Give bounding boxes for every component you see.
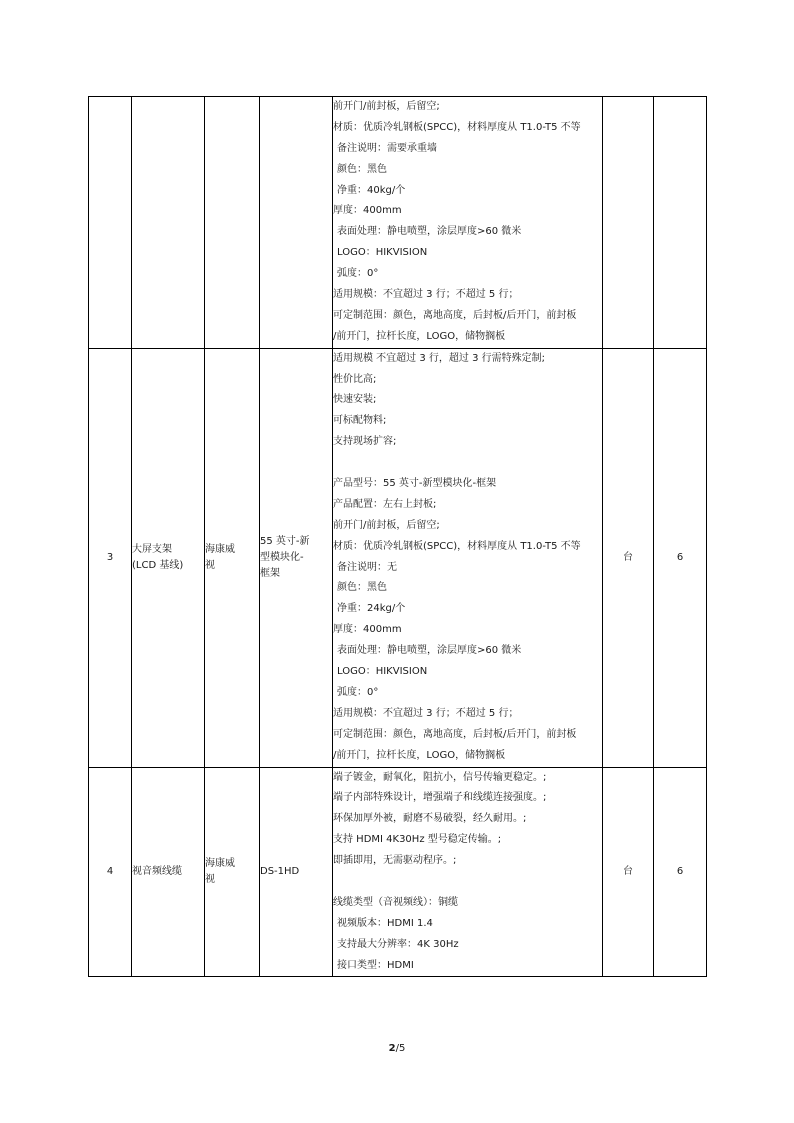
spec-line: 颜色：黑色: [337, 582, 387, 594]
product-spec-table: [88, 96, 707, 977]
item-name-line: (LCD 基线): [132, 559, 184, 571]
unit: 台: [623, 866, 633, 878]
unit-cell: [603, 97, 654, 349]
model-cell: [260, 767, 333, 977]
model-cell: [260, 97, 333, 349]
brand-lines: [205, 856, 259, 888]
spec-line: LOGO：HIKVISION: [337, 666, 428, 678]
quantity: 6: [676, 866, 684, 878]
brand-line: 海康威: [205, 543, 235, 555]
spec-line: 前开门/前封板，后留空;: [333, 101, 440, 112]
spec-line: 弧度：0°: [337, 268, 379, 280]
item-number: 4: [106, 866, 114, 878]
spec-line: /前开门，拉杆长度，LOGO，储物搁板: [333, 749, 506, 761]
item-number: 3: [106, 552, 114, 564]
page-total: 5: [398, 1043, 406, 1054]
spec-cell: [333, 97, 603, 349]
spec-line: 可定制范围：颜色，离地高度，后封板/后开门，前封板: [333, 309, 577, 321]
quantity-cell: [654, 97, 707, 349]
spec-line: 弧度：0°: [337, 686, 379, 698]
brand-line: 海康威: [205, 857, 235, 869]
brand-cell: [205, 767, 260, 977]
model-line: 55 英寸-新: [260, 535, 310, 547]
spec-line: 适用规模 不宜超过 3 行，超过 3 行需特殊定制;: [333, 352, 545, 364]
item-name-line: 视音频线缆: [132, 865, 182, 877]
item-name-lines: [132, 864, 204, 880]
brand-line: 视: [205, 873, 215, 885]
table-row: [89, 767, 707, 977]
brand-cell: [205, 348, 260, 767]
spec-line: 产品型号：55 英寸-新型模块化-框架: [333, 478, 497, 490]
item-name-lines: [132, 542, 204, 574]
unit: 台: [623, 552, 633, 564]
spec-line: [333, 872, 602, 893]
item-name-cell: [132, 348, 205, 767]
spec-line: [333, 453, 602, 474]
spec-line: 环保加厚外被，耐磨不易破裂，经久耐用。;: [333, 813, 527, 825]
spec-line: 备注说明：需要承重墙: [337, 142, 437, 154]
page-current: 2: [388, 1043, 396, 1054]
model-line: 框架: [260, 567, 280, 579]
spec-line: /前开门，拉杆长度，LOGO，储物搁板: [333, 330, 506, 342]
spec-line: 适用规模：不宜超过 3 行；不超过 5 行；: [333, 707, 519, 719]
unit-cell: [603, 348, 654, 767]
table-body: [89, 97, 707, 977]
spec-line: 视频版本：HDMI 1.4: [337, 917, 433, 929]
spec-line: 备注说明：无: [337, 561, 397, 573]
model-lines: [260, 534, 332, 582]
spec-line: 材质：优质冷轧钢板(SPCC)，材料厚度从 T1.0-T5 不等: [333, 540, 581, 552]
spec-line: 产品配置：左右上封板;: [333, 498, 437, 510]
model-lines: [260, 864, 332, 880]
model-cell: [260, 348, 333, 767]
spec-line: 适用规模：不宜超过 3 行；不超过 5 行；: [333, 289, 519, 301]
spec-line: 颜色：黑色: [337, 163, 387, 175]
item-number-cell: [89, 348, 132, 767]
item-number-cell: [89, 97, 132, 349]
spec-line: 表面处理：静电喷塑，涂层厚度>60 微米: [337, 226, 522, 238]
model-line: 型模块化-: [260, 551, 304, 563]
item-name-cell: [132, 97, 205, 349]
brand-lines: [205, 542, 259, 574]
page-separator: /: [395, 1043, 399, 1054]
spec-line: 厚度：400mm: [333, 205, 402, 217]
spec-line: 线缆类型（音视频线）：铜缆: [333, 896, 458, 908]
spec-cell: [333, 767, 603, 977]
table-row: [89, 348, 707, 767]
item-name-cell: [132, 767, 205, 977]
spec-cell: [333, 348, 603, 767]
page-number: [0, 1043, 794, 1054]
spec-line: 端子内部特殊设计，增强端子和线缆连接强度。;: [333, 792, 547, 804]
model-line: DS-1HD: [260, 865, 300, 877]
quantity: 6: [676, 552, 684, 564]
spec-line: 快速安装;: [333, 394, 377, 406]
spec-line: 可定制范围：颜色，离地高度，后封板/后开门，前封板: [333, 728, 577, 740]
spec-line: 净重：40kg/个: [337, 184, 406, 196]
brand-line: 视: [205, 559, 215, 571]
spec-line: 支持现场扩容;: [333, 436, 397, 448]
spec-line: 材质：优质冷轧钢板(SPCC)，材料厚度从 T1.0-T5 不等: [333, 121, 581, 133]
spec-line: 端子镀金，耐氧化，阻抗小，信号传输更稳定。;: [333, 771, 547, 783]
spec-line: 支持最大分辨率：4K 30Hz: [337, 938, 459, 950]
quantity-cell: [654, 348, 707, 767]
spec-line: 可标配物料;: [333, 415, 387, 427]
spec-line: 厚度：400mm: [333, 624, 402, 636]
spec-line: LOGO：HIKVISION: [337, 247, 428, 259]
spec-line: 支持 HDMI 4K30Hz 型号稳定传输。;: [333, 834, 502, 846]
brand-cell: [205, 97, 260, 349]
unit-cell: [603, 767, 654, 977]
spec-line: 净重：24kg/个: [337, 603, 406, 615]
spec-line: 表面处理：静电喷塑，涂层厚度>60 微米: [337, 645, 522, 657]
spec-line: 即插即用，无需驱动程序。;: [333, 855, 457, 867]
table-row: [89, 97, 707, 349]
spec-line: 前开门/前封板，后留空;: [333, 519, 440, 531]
item-name-line: 大屏支架: [132, 543, 172, 555]
spec-line: 性价比高;: [333, 373, 377, 385]
spec-line: 接口类型：HDMI: [337, 959, 414, 971]
item-number-cell: [89, 767, 132, 977]
quantity-cell: [654, 767, 707, 977]
